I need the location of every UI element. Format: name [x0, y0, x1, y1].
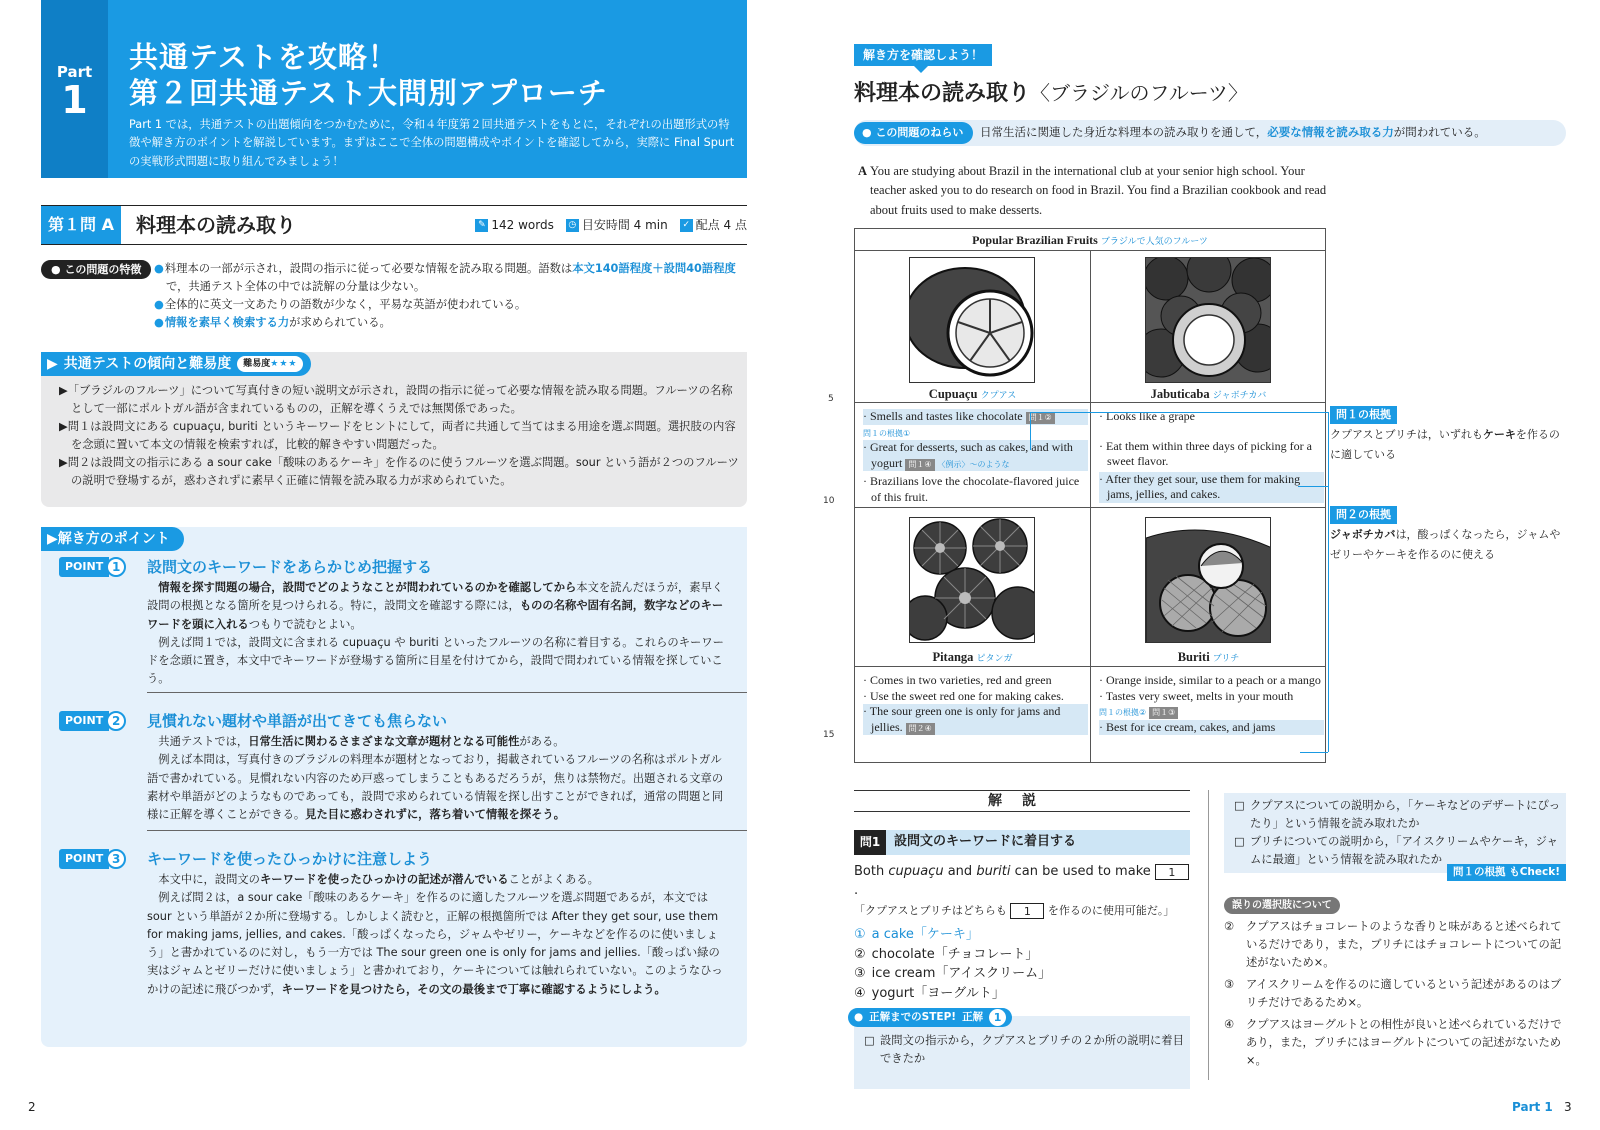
question-bar [41, 205, 747, 245]
line-number: 10 [823, 496, 835, 506]
fruit-table [854, 228, 1326, 763]
connector-line [1328, 412, 1329, 752]
connector-line [1298, 486, 1328, 487]
fruit-name-buriti: Buriti ブリチ [1177, 650, 1240, 664]
left-page [0, 0, 790, 1130]
explanation-header: 解説 [854, 790, 1190, 812]
cupuacu-desc: · Smells and tastes like chocolate 問１② 問１の根拠① · Great for desserts, such as cakes, and with yogurt 問１④ 〈例示〉～のような · Brazilians love the chocolate-flavored juice of this fruit. [863, 409, 1088, 506]
option-4: ④ yogurt「ヨーグルト」 [854, 985, 1005, 1001]
difficulty-stars: ★★★ [270, 359, 298, 369]
check-tag: 問１の根拠 もCheck! [1447, 864, 1566, 881]
wrong-options-section [1224, 895, 1566, 1071]
question-meta [475, 216, 747, 235]
point-title: 設問文のキーワードをあらかじめ把握する [147, 558, 433, 576]
part-number: 1 [61, 78, 88, 122]
question1-stem: Both cupuaçu and buriti can be used to make 1 . [854, 863, 1190, 901]
question-title: 料理本の読み取り [136, 213, 296, 237]
trend-item: ▶問２は設問文の指示にある a sour cake「酸味のあるケーキ」を作るのに使うフルーツを選ぶ問題。sour という語が２つのフルーツの説明で登場するが，惑わされずに素早く正確に情報を読み取る力が求められていた。 [59, 456, 739, 488]
option-2: ② chocolate「チョコレート」 [854, 946, 1039, 962]
connector-line [1030, 412, 1031, 450]
table-title: Popular Brazilian Fruits ブラジルで人気のフルーツ [855, 229, 1325, 251]
trend-item: ▶「ブラジルのフルーツ」について写真付きの短い説明文が示され，設問の指示に従って必要な情報を読み取る問題。フルーツの名称として一部にポルトガル語が含まれているものの，正解を導くうえでは無関係であった。 [59, 384, 733, 416]
cupuacu-image [909, 257, 1035, 383]
meta-time: 目安時間 4 min [581, 218, 668, 232]
option-1: ① a cake「ケーキ」 [854, 927, 979, 942]
feature-item: ● 料理本の一部が示され，設問の指示に従って必要な情報を読み取る問題。語数は本文140語程度＋設問40語程度で，共通テスト全体の中では読解の分量は少ない。 [166, 260, 751, 296]
basis1-note: 問１の根拠 クプアスとブリチは，いずれもケーキを作るのに適している [1330, 408, 1560, 461]
pitanga-image [909, 517, 1035, 643]
part-label: Part [56, 63, 93, 81]
pencil-icon: ✎ [475, 219, 488, 232]
fruit-name-cupuacu: Cupuaçu クプアス [928, 387, 1017, 401]
basis2-note: 問２の根拠 ジャボチカバは，酸っぱくなったら，ジャムやゼリーやケーキを作るのに使える [1330, 508, 1561, 561]
features-label: ● この問題の特徴 [41, 260, 151, 279]
option-3: ③ ice cream「アイスクリーム」 [854, 966, 1052, 981]
point-title: 見慣れない題材や単語が出てきても焦らない [147, 712, 448, 730]
feature-item: ● 全体的に英文一文あたりの語数が少なく，平易な英語が使われている。 [166, 296, 751, 314]
buriti-desc: · Orange inside, similar to a peach or a mango · Tastes very sweet, melts in your mouth 問１の根拠② 問１③ · Best for ice cream, cakes, and jams [1099, 673, 1324, 735]
wrong-item: ④ クプアスはヨーグルトとの相性が良いと述べられているだけであり，また，ブリチにはヨーグルトについての記述がないため×。 [1224, 1018, 1562, 1068]
wrong-item: ③ アイスクリームを作るのに適しているという記述があるのはブリチだけであるため×。 [1224, 978, 1562, 1010]
line-number: 15 [823, 730, 835, 740]
page-number-right: 3 [1564, 1100, 1572, 1114]
page-title: 料理本の読み取り〈ブラジルのフルーツ〉 [854, 81, 1248, 106]
line-number: 5 [828, 394, 834, 404]
check-icon: ✓ [680, 219, 693, 232]
wrong-item: ② クプアスはチョコレートのような香りと味があると述べられているだけであり，また，ブリチにはチョコレートについての記述がないため×。 [1224, 920, 1562, 970]
jabuticaba-desc: · Looks like a grape · Eat them within three days of picking for a sweet flavor. · After they get sour, use them for making jams, jellies, and cakes. [1099, 409, 1324, 503]
point-title: キーワードを使ったひっかけに注意しよう [147, 850, 433, 868]
fruit-name-pitanga: Pitanga ピタンガ [932, 650, 1013, 664]
aim-label: ● この問題のねらい [854, 122, 973, 144]
pitanga-desc: · Comes in two varieties, red and green · Use the sweet red one for making cakes. · The sour green one is only for jams and jellies. 問２④ [863, 673, 1088, 735]
trend-item: ▶問１は設問文にある cupuaçu, buriti というキーワードをヒントにして，両者に共通して当てはまる用途を選ぶ問題。選択肢の内容を念頭に置いて本文の情報を検索すれば，比較的解きやすい問題だった。 [59, 420, 736, 452]
part-tab [41, 0, 108, 178]
wrong-label: 誤りの選択肢について [1224, 897, 1340, 914]
connector-line [1328, 486, 1329, 512]
answer-blank: 1 [1155, 864, 1189, 880]
right-page [800, 0, 1600, 1130]
question1-stem-jp: 「クプアスとブリチはどちらも 1 を作るのに使用可能だ。」 [854, 904, 1175, 918]
step-box: ● 正解までのSTEP! 正解 1 設問文の指示から，クプアスとブリチの２か所の説明に着目できたか [854, 1016, 1190, 1089]
passage-intro: A You are studying about Brazil in the international club at your senior high school. Your teacher asked you to do research on food in Brazil. You find a Brazilian cookbook and read about fruits used to make desserts. [858, 164, 1327, 217]
aim-bar: ● この問題のねらい 日常生活に関連した身近な料理本の読み取りを通して，必要な情報を読み取る力が問われている。 [854, 120, 1566, 146]
page-number-left: 2 [28, 1100, 36, 1114]
check-label: 解き方を確認しよう！ [854, 44, 992, 66]
part-footer: Part 1 [1512, 1100, 1553, 1114]
step-label: ● 正解までのSTEP! 正解 1 [848, 1008, 1012, 1027]
timer-icon: ◷ [566, 219, 579, 232]
feature-item: ● 情報を素早く検索する力が求められている。 [166, 314, 751, 332]
points-section: ▶解き方のポイント POINT 1 設問文のキーワードをあらかじめ把握する 情報を探す問題の場合，設問でどのようなことが問われているのかを確認してから本文を読んだほうが，素早く設問の根拠となる箇所を見つけられる。特に，設問文を確認する際には，ものの名称や固有名詞，数字などのキーワードを頭に入れるつもりで読むとよい。 例えば問１では，設問文に含まれる cupuaçu や buriti といったフルーツの名称に着目する。これらのキーワードを念頭に置き，本文中でキーワードが登場する箇所に目星を付けてから，設問で問われている情報を探していこう。 POINT 2 見慣れない題材や単語が出てきても焦らない 共通テストでは，日常生活に関わるさまざまな文章が題材となる可能性がある。 例えば本問は，写真付きのブラジルの料理本が題材となっており，掲載されているフルーツの名称はポルトガル語で書かれている。見慣れない内容のため戸惑ってしまうこともあるだろうが，焦りは禁物だ。出題される文章の素材や単語がどのようなものであっても，設問で求められている情報を探し出すことができれば，通常の問題と同様に正解を導くことができる。見た目に惑わされずに，落ち着いて情報を探そう。 POINT 3 キーワードを使ったひっかけに注意しよう 本文中に，設問文のキーワードを使ったひっかけの記述が潜んでいることがよくある。 例えば問２は，a sour cake「酸味のあるケーキ」を作るのに適したフルーツを選ぶ問題であるが，本文では sour という単語が２か所に登場する。しかしよく読むと，正解の根拠箇所では After they get sour, use them for making jams, jellies, and cakes.「酸っぱくなったら，ジャムやゼリー，ケーキなどを作るのに使いましょう」と書かれているのに対し，もう一方では The sour green one is only for jams and jellies.「酸っぱい緑の実はジャムとゼリーだけに使いましょう」と書かれており，ケーキについては触れられていない。このようなひっかけの記述に飛びつかず，キーワードを見つけたら，その文の最後まで丁寧に確認するようにしよう。 [41, 527, 747, 1047]
connector-line [1030, 412, 1328, 413]
part-header [41, 0, 747, 178]
difficulty-badge: 難易度★★★ [237, 356, 303, 372]
points-title: ▶解き方のポイント [41, 527, 184, 551]
checklist-box: クプアスについての説明から，「ケーキなどのデザートにぴったり」という情報を読み取れたか ブリチについての説明から，「アイスクリームやケーキ，ジャムに最適」という情報を読み取れたか 問１の根拠 もCheck! [1224, 793, 1566, 873]
title-line2: 第２回共通テスト大問別アプローチ [129, 76, 608, 110]
buriti-image [1145, 517, 1271, 643]
answer-options [854, 925, 1051, 1003]
intro-text: Part 1 では，共通テストの出題傾向をつかむために，令和４年度第２回共通テストをもとに，それぞれの出題形式の特徴や解き方のポイントを解説しています。まずはここで全体の問題構成やポイントを確認してから，実際に Final Spurt の実戦形式問題に取り組んでみましょう！ [129, 118, 735, 168]
trend-title: ▶ 共通テストの傾向と難易度 難易度★★★ [41, 352, 311, 376]
connector-line [1300, 752, 1328, 753]
meta-words: 142 words [491, 218, 554, 232]
question1-header: 問1 設問文のキーワードに着目する [854, 830, 1190, 855]
question-label: 第１問 A [41, 206, 121, 244]
jabuticaba-image [1145, 257, 1271, 383]
trend-section [41, 352, 747, 507]
meta-score: 配点 4 点 [695, 218, 747, 232]
title-line1: 共通テストを攻略！ [129, 40, 398, 74]
fruit-name-jabuticaba: Jabuticaba ジャボチカバ [1150, 387, 1267, 401]
